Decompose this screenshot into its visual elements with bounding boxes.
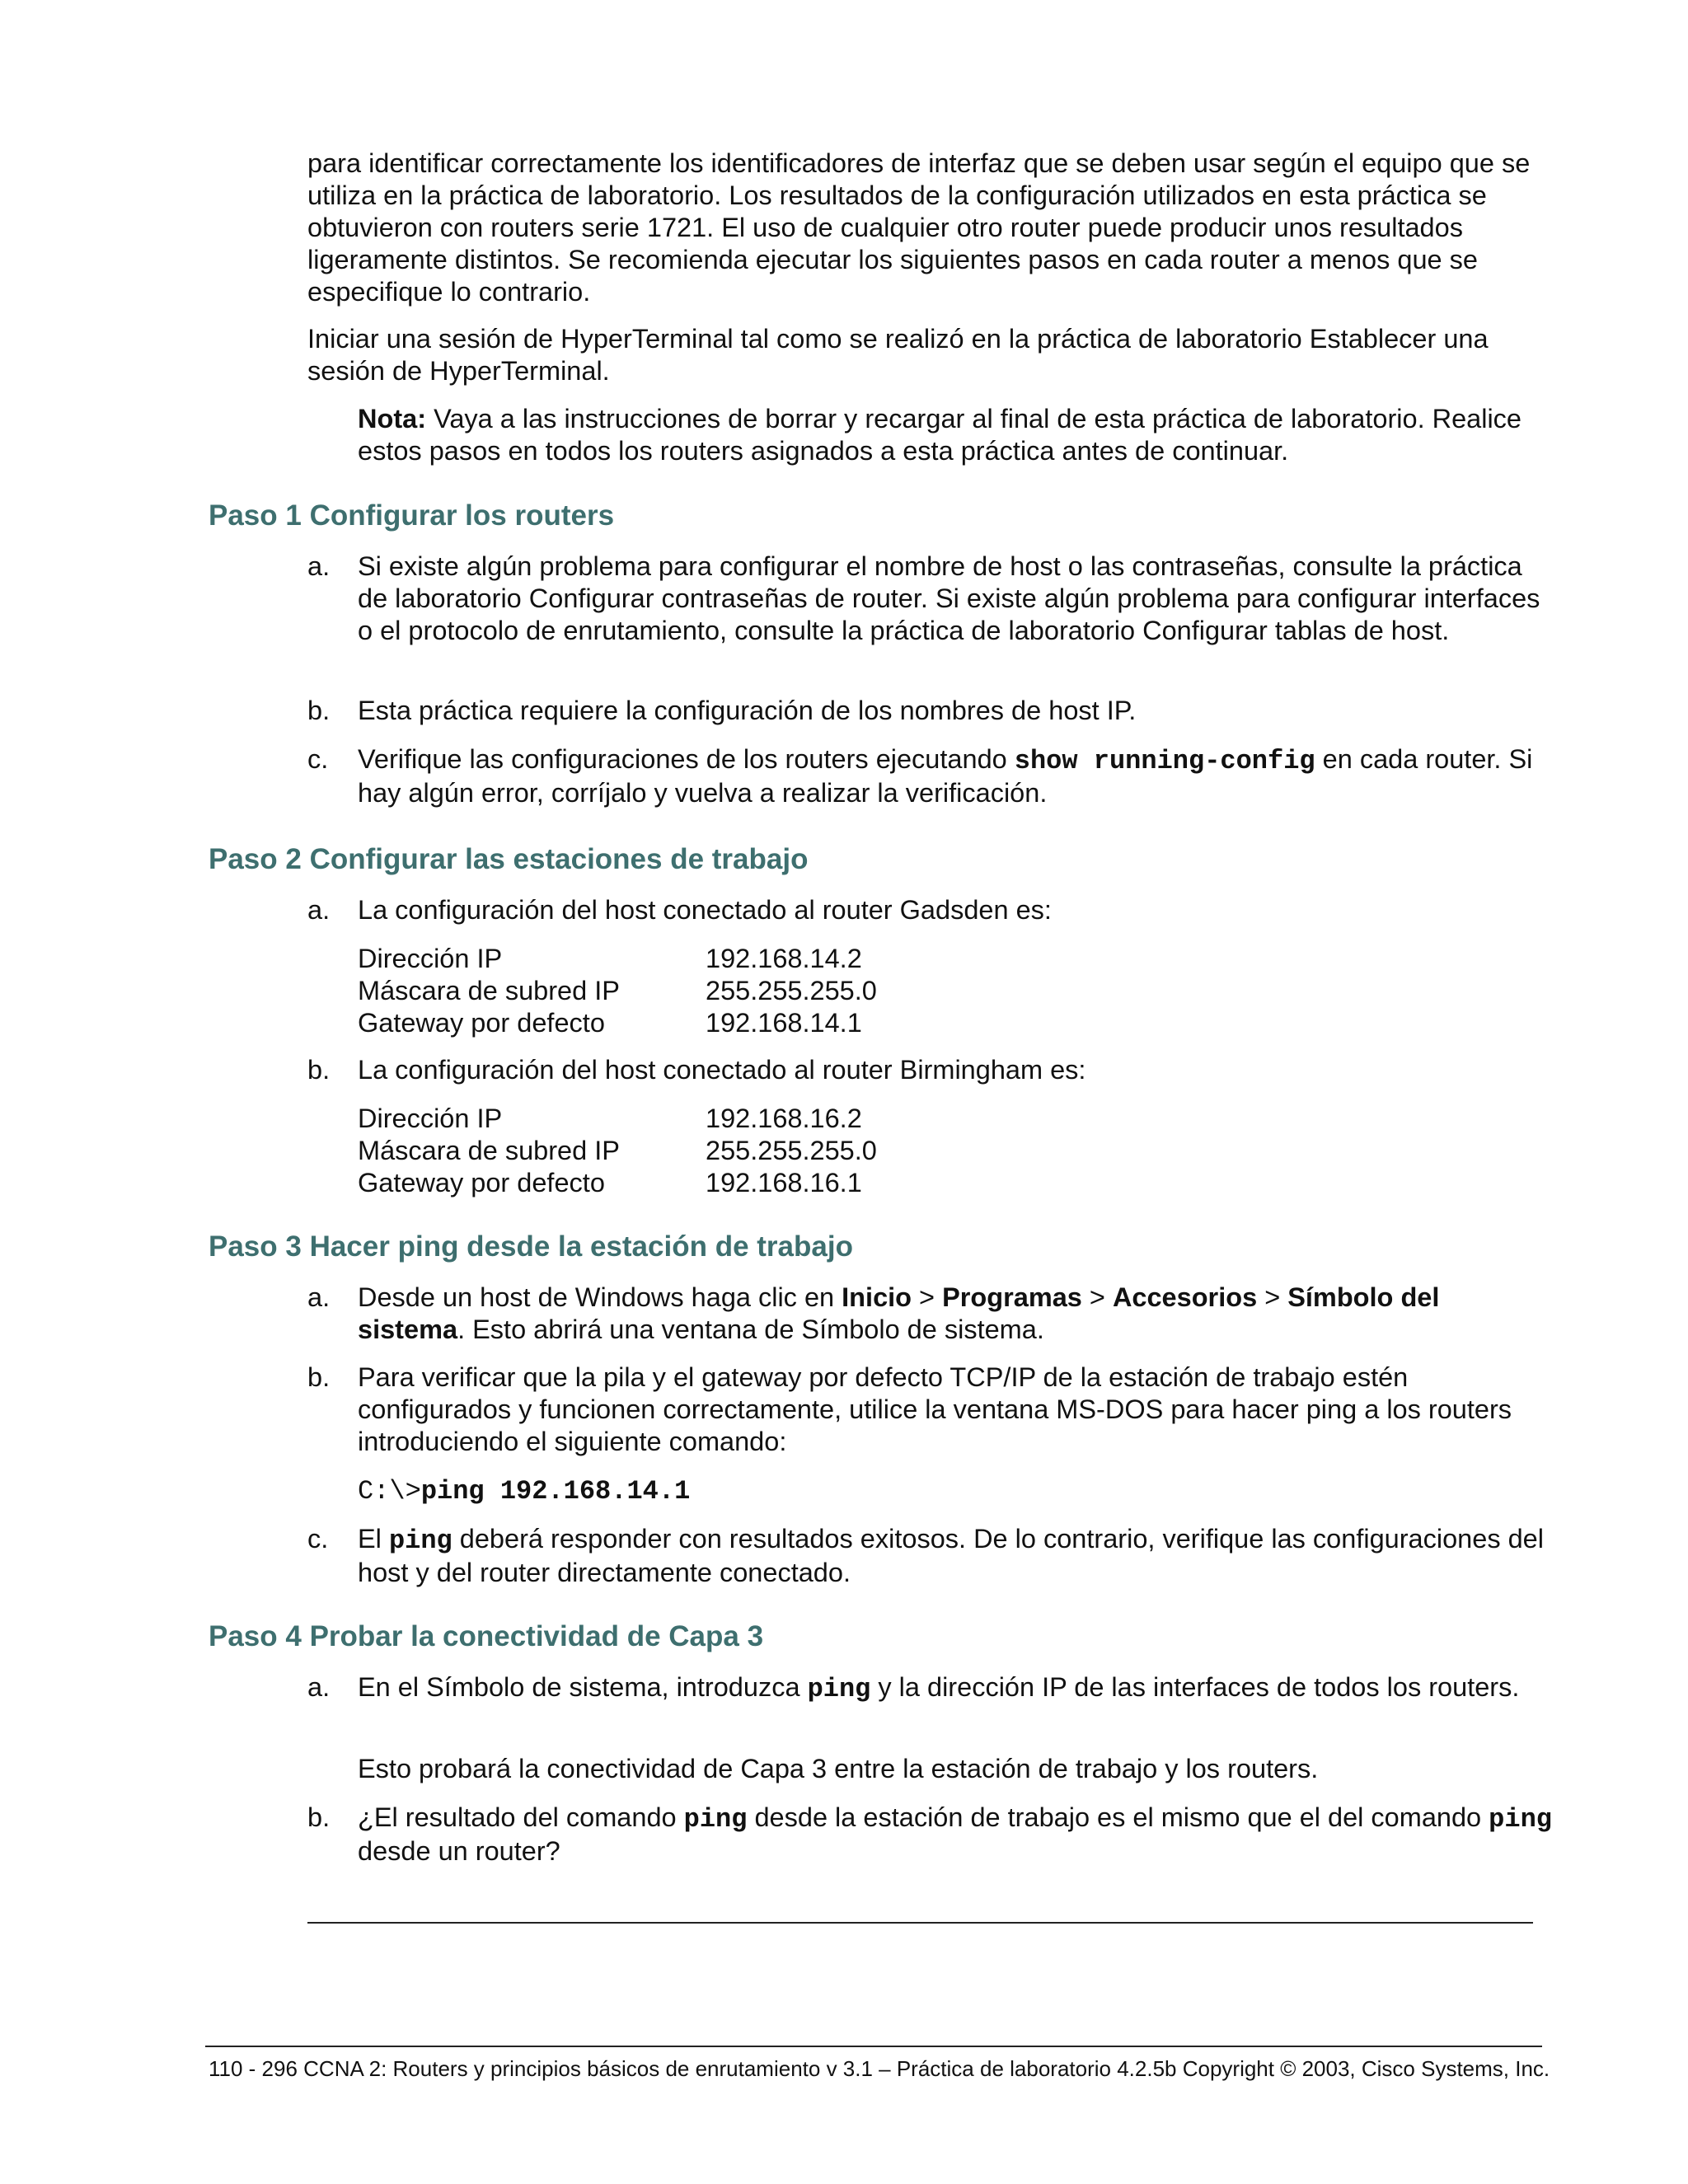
menu-path-separator: > [1081,1282,1113,1312]
config-label: Gateway por defecto [358,1168,605,1197]
item-text: Esta práctica requiere la configuración de los nombres de host IP. [358,696,1137,725]
step-4-item-a-followup: Esto probará la conectividad de Capa 3 entre la estación de trabajo y los routers. [358,1754,1319,1783]
config-row [358,975,1100,1007]
config-value: 192.168.16.2 [706,1104,862,1133]
item-text-part: desde un router? [358,1836,560,1866]
menu-path-accesorios: Accesorios [1112,1282,1258,1312]
item-text-part: Desde un host de Windows haga clic en [358,1282,842,1312]
item-text [358,1523,1553,1589]
config-row [358,943,1100,975]
command-show-running-config: show running-config [1014,746,1315,776]
config-row [358,1167,1100,1199]
note-label: Nota: [358,404,427,434]
command-ping-inline: ping [683,1804,748,1835]
item-text-part: desde la estación de trabajo es el mismo que el del comando [747,1802,1489,1832]
item-text [358,1282,1553,1346]
intro-paragraph: para identificar correctamente los identificadores de interfaz que se deben usar según el equipo que se utiliza en la práctica de laboratorio. Los resultados de la configuración utilizados en esta práctica se obtuvieron con routers serie 1721. El uso de cualquier otro router puede producir unos resultados ligeramente distintos. Se recomienda ejecutar los siguientes pasos en cada router a menos que se especifique lo contrario. [307,148,1531,307]
note-text: Vaya a las instrucciones de borrar y recargar al final de esta práctica de laboratorio. Realice estos pasos en todos los routers asignados a esta práctica antes de continuar. [358,404,1522,466]
command-line [358,1474,1512,1507]
step-1-heading: Paso 1 Configurar los routers [209,499,615,532]
item-letter: a. [307,1282,331,1312]
menu-path-separator: > [1257,1282,1288,1312]
config-value: 192.168.14.1 [706,1008,862,1038]
item-text-part: deberá responder con resultados exitosos. De lo contrario, verifique las configuraciones del host y del router directamente conectado. [358,1524,1544,1587]
config-label: Dirección IP [358,1104,503,1133]
item-letter: b. [307,1055,331,1085]
menu-path-programas: Programas [942,1282,1082,1312]
config-value: 192.168.14.2 [706,944,862,973]
menu-path-inicio: Inicio [842,1282,912,1312]
command-ping-inline: ping [388,1526,452,1556]
item-text: Si existe algún problema para configurar el nombre de host o las contraseñas, consulte la práctica de laboratorio Configurar contraseñas de router. Si existe algún problema para configurar interfaces o el protocolo de enrutamiento, consulte la práctica de laboratorio Configurar tablas de host. [358,551,1540,645]
config-value: 255.255.255.0 [706,976,877,1005]
item-text: La configuración del host conectado al router Gadsden es: [358,895,1052,925]
item-text-part: En el Símbolo de sistema, introduzca [358,1672,808,1702]
config-row [358,1103,1100,1135]
item-letter: c. [307,1524,329,1554]
item-letter: c. [307,744,329,774]
item-text: La configuración del host conectado al router Birmingham es: [358,1055,1086,1085]
config-row [358,1007,1100,1039]
menu-path-separator: > [912,1282,943,1312]
config-row [358,1135,1100,1167]
item-text-part: Verifique las configuraciones de los routers ejecutando [358,744,1015,774]
menu-path-simbolo-del-sistema: Símbolo del sistema [358,1282,1440,1344]
item-text [358,1671,1553,1705]
item-letter: b. [307,1802,331,1832]
item-letter: b. [307,696,331,725]
item-letter: a. [307,895,331,925]
item-text-part: y la dirección IP de las interfaces de todos los routers. [870,1672,1520,1702]
birmingham-host-config [358,1103,1100,1199]
command-prompt: C:\> [358,1476,421,1507]
item-text-part: . Esto abrirá una ventana de Símbolo de sistema. [457,1315,1044,1344]
item-text [358,743,1553,809]
footer-divider [205,2046,1542,2047]
item-letter: b. [307,1362,331,1392]
step-3-heading: Paso 3 Hacer ping desde la estación de trabajo [209,1230,853,1263]
config-value: 192.168.16.1 [706,1168,862,1197]
command-ping-inline: ping [807,1674,871,1704]
config-label: Dirección IP [358,944,503,973]
command-ping-inline: ping [1489,1804,1552,1835]
item-letter: a. [307,551,331,581]
step-4-heading: Paso 4 Probar la conectividad de Capa 3 [209,1620,764,1652]
config-label: Máscara de subred IP [358,1136,620,1165]
intro-paragraph-hyperterminal: Iniciar una sesión de HyperTerminal tal como se realizó en la práctica de laboratorio Establecer una sesión de HyperTerminal. [307,324,1489,386]
item-text [358,1802,1553,1868]
note-paragraph [358,403,1528,467]
item-letter: a. [307,1672,331,1702]
item-text-part: ¿El resultado del comando [358,1802,684,1832]
page-footer: 110 - 296 CCNA 2: Routers y principios básicos de enrutamiento v 3.1 – Práctica de laboratorio 4.2.5b Copyright © 2003, Cisco Systems, Inc. [209,2056,1550,2081]
item-text-part: El [358,1524,389,1554]
gadsden-host-config [358,943,1100,1039]
config-label: Máscara de subred IP [358,976,620,1005]
command-ping: ping 192.168.14.1 [420,1476,691,1507]
item-text-part: en cada router. Si hay algún error, corríjalo y vuelva a realizar la verificación. [358,744,1533,808]
answer-line [307,1922,1533,1924]
step-2-heading: Paso 2 Configurar las estaciones de trabajo [209,843,809,875]
config-label: Gateway por defecto [358,1008,605,1038]
config-value: 255.255.255.0 [706,1136,877,1165]
item-text: Para verificar que la pila y el gateway por defecto TCP/IP de la estación de trabajo estén configurados y funcionen correctamente, utilice la ventana MS-DOS para hacer ping a los routers introduciendo el siguiente comando: [358,1362,1512,1456]
